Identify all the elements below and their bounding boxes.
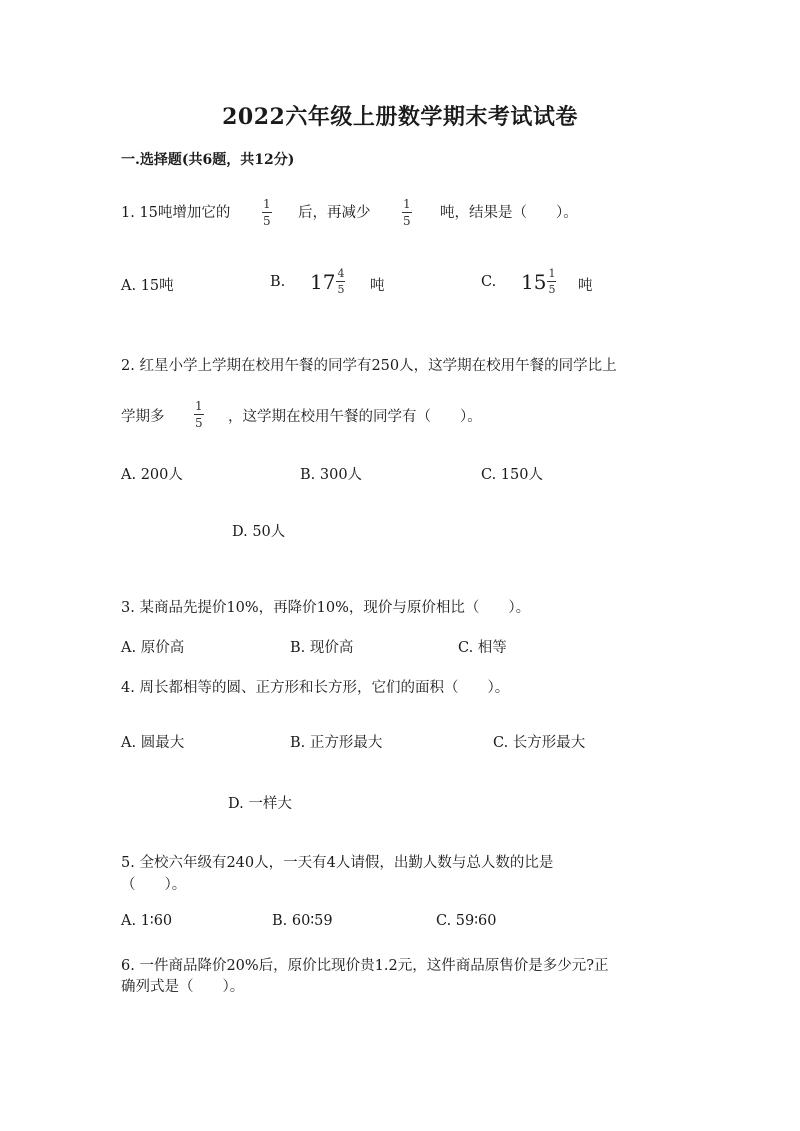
q1-option-c-mixed-number — [521, 268, 556, 295]
q5-option-c[interactable]: C. 59∶60 — [436, 913, 497, 929]
q6-text-line2: 确列式是（ ）。 — [121, 979, 245, 995]
q1-option-c-numerator: 1 — [548, 267, 556, 280]
q4-option-a[interactable]: A. 圆最大 — [121, 735, 185, 751]
q1-fraction-2-denominator: 5 — [403, 214, 411, 228]
q1-option-b-unit: 吨 — [370, 278, 385, 294]
q3-option-b[interactable]: B. 现价高 — [290, 640, 354, 656]
q1-option-c-fraction — [547, 268, 556, 295]
q5-option-b[interactable]: B. 60∶59 — [272, 913, 333, 929]
q2-text-line1: 2. 红星小学上学期在校用午餐的同学有250人，这学期在校用午餐的同学比上 — [121, 358, 617, 374]
q1-option-c-whole: 15 — [521, 269, 547, 294]
q5-option-a[interactable]: A. 1∶60 — [121, 913, 173, 929]
q1-option-c-denominator: 5 — [548, 283, 556, 296]
q2-option-c[interactable]: C. 150人 — [481, 467, 543, 483]
q1-fraction-1-numerator: 1 — [263, 197, 271, 211]
q1-text-part1: 1. 15吨增加它的 — [121, 205, 231, 221]
q1-fraction-1 — [262, 198, 272, 227]
q4-option-b[interactable]: B. 正方形最大 — [290, 735, 383, 751]
q1-option-b-denominator: 5 — [337, 283, 345, 296]
q4-text: 4. 周长都相等的圆、正方形和长方形，它们的面积（ ）。 — [121, 680, 510, 696]
q1-text-part2: 后，再减少 — [298, 205, 371, 221]
q1-fraction-1-denominator: 5 — [263, 214, 271, 228]
q2-text-line2-part1: 学期多 — [121, 409, 165, 425]
q2-fraction-denominator: 5 — [195, 416, 203, 430]
section-heading: 一.选择题(共6题，共12分) — [121, 152, 295, 168]
q2-fraction-numerator: 1 — [195, 399, 203, 413]
q1-option-b-numerator: 4 — [337, 267, 345, 280]
q2-option-b[interactable]: B. 300人 — [300, 467, 363, 483]
q2-option-d[interactable]: D. 50人 — [232, 524, 286, 540]
q4-option-d[interactable]: D. 一样大 — [228, 796, 292, 812]
q1-option-b-mixed-number — [310, 268, 345, 295]
q5-text-line2: （ ）。 — [121, 877, 187, 893]
q1-fraction-2 — [402, 198, 412, 227]
q1-fraction-2-numerator: 1 — [403, 197, 411, 211]
page-title: 2022六年级上册数学期末考试试卷 — [222, 104, 578, 130]
q1-text-part3: 吨，结果是（ ）。 — [440, 205, 578, 221]
q4-option-c[interactable]: C. 长方形最大 — [493, 735, 586, 751]
q3-option-c[interactable]: C. 相等 — [458, 640, 507, 656]
q3-option-a[interactable]: A. 原价高 — [121, 640, 185, 656]
q2-option-a[interactable]: A. 200人 — [121, 467, 183, 483]
q1-option-b-whole: 17 — [310, 269, 336, 294]
q3-text: 3. 某商品先提价10%，再降价10%，现价与原价相比（ ）。 — [121, 600, 531, 616]
q1-option-c-unit: 吨 — [578, 278, 593, 294]
q1-option-a[interactable]: A. 15吨 — [121, 278, 174, 294]
q2-text-line2-part2: ，这学期在校用午餐的同学有（ ）。 — [228, 409, 482, 425]
q6-text-line1: 6. 一件商品降价20%后，原价比现价贵1.2元，这件商品原售价是多少元?正 — [121, 958, 609, 974]
q1-option-b-fraction — [336, 268, 345, 295]
q5-text-line1: 5. 全校六年级有240人，一天有4人请假，出勤人数与总人数的比是 — [121, 855, 554, 871]
q2-fraction — [194, 400, 204, 429]
q1-option-c-label[interactable]: C. — [481, 274, 497, 290]
q1-option-b-label[interactable]: B. — [270, 274, 286, 290]
